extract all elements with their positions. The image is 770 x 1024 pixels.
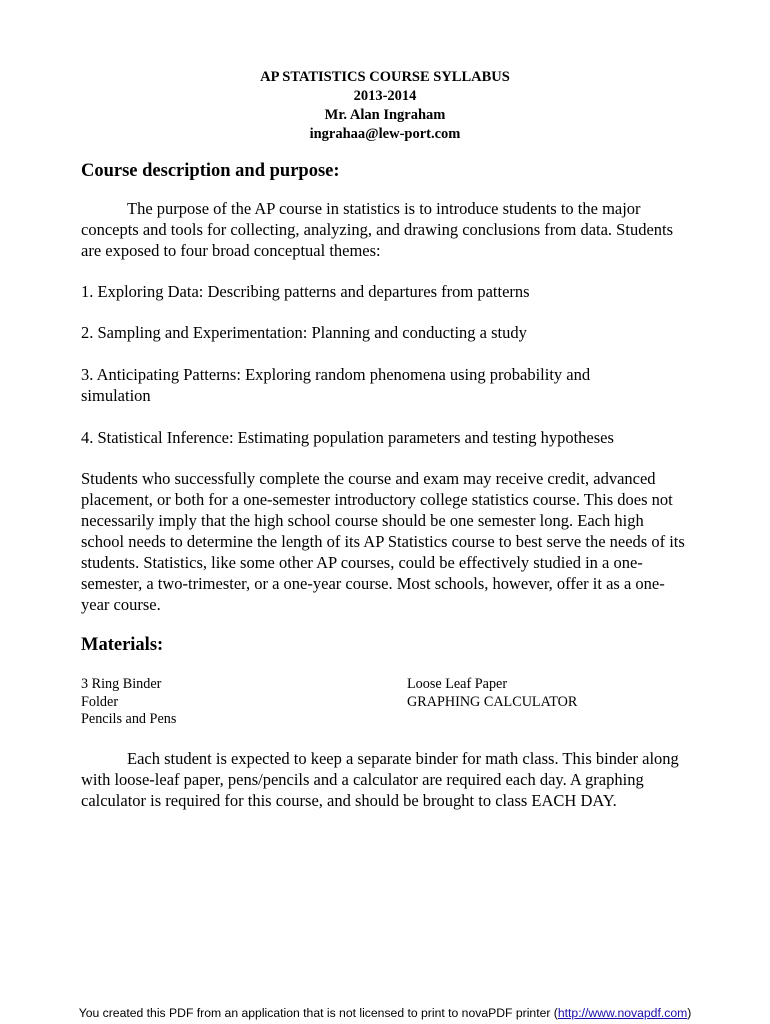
theme-item-1: 1. Exploring Data: Describing patterns and departures from patterns (81, 282, 530, 301)
theme-item-3: 3. Anticipating Patterns: Exploring random phenomena using probability and simulation (81, 365, 591, 405)
material-item: GRAPHING CALCULATOR (407, 693, 578, 710)
course-intro-paragraph: The purpose of the AP course in statistics is to introduce students to the major concepts and tools for collecting, analyzing, and drawing conclusions from data. Students are exposed to four broad conceptual themes: (81, 199, 674, 260)
material-item: Pencils and Pens (81, 711, 177, 727)
syllabus-title: AP STATISTICS COURSE SYLLABUS (260, 69, 510, 85)
footer-text: You created this PDF from an application that is not licensed to print to novaPDF printer ( (78, 1006, 558, 1020)
material-item: Folder (81, 693, 119, 710)
credit-paragraph: Students who successfully complete the course and exam may receive credit, advanced placement, or both for a one-semester introductory college statistics course. This does not necessarily imply that the high school course should be one semester long. Each high school needs to determine the length of its AP Statistics course to best serve the needs of its students. Statistics, like some other AP courses, could be effectively studied in a one-semester, a two-trimester, or a one-year course. Most schools, however, offer it as a one-year course. (81, 469, 685, 614)
materials-heading: Materials: (81, 635, 164, 655)
material-item: 3 Ring Binder (81, 676, 162, 692)
syllabus-header (0, 68, 770, 144)
school-year: 2013-2014 (353, 88, 417, 104)
theme-item-2: 2. Sampling and Experimentation: Planning and conducting a study (81, 323, 527, 342)
material-item: Loose Leaf Paper (407, 676, 508, 692)
materials-left-list (81, 676, 176, 729)
theme-item-4: 4. Statistical Inference: Estimating population parameters and testing hypotheses (81, 428, 614, 447)
course-description-heading: Course description and purpose: (81, 161, 340, 181)
teacher-name: Mr. Alan Ingraham (324, 107, 446, 123)
materials-right-list (407, 676, 577, 711)
novapdf-footer (0, 1005, 770, 1021)
materials-paragraph: Each student is expected to keep a separate binder for math class. This binder along with loose-leaf paper, pens/pencils and a calculator are required each day. A graphing calculator is required for this course, and should be brought to class EACH DAY. (81, 749, 679, 810)
novapdf-link[interactable]: http://www.novapdf.com (557, 1006, 688, 1020)
footer-text-end: ) (687, 1006, 692, 1020)
teacher-email: ingrahaa@lew-port.com (309, 126, 461, 142)
